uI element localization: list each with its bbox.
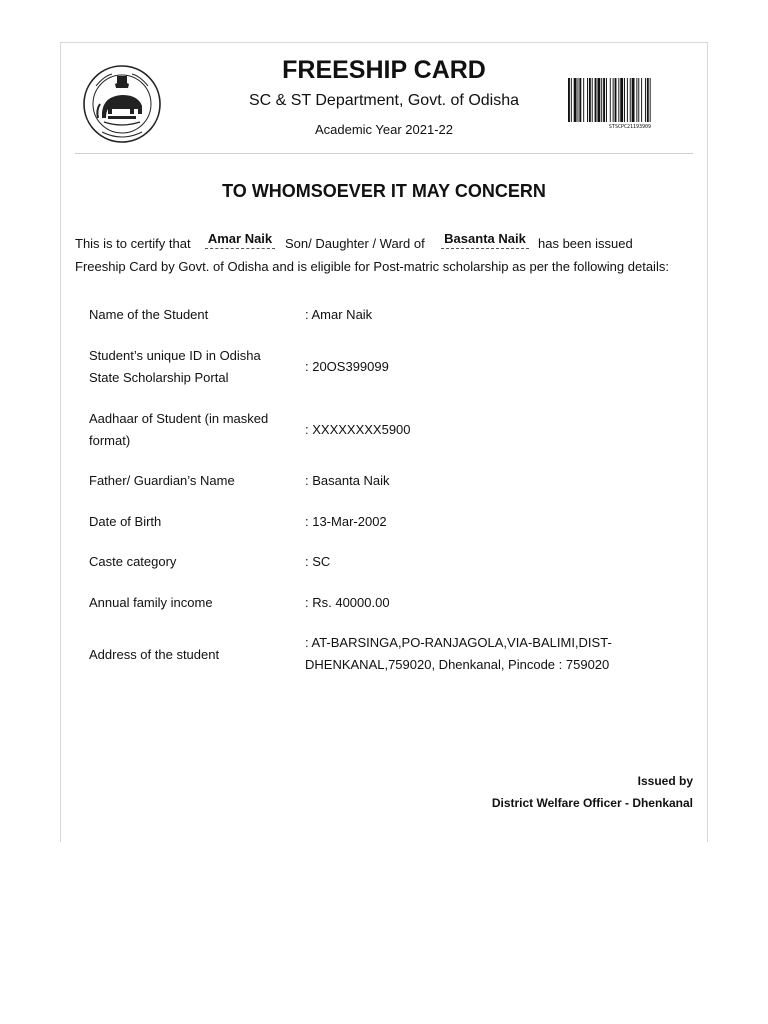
barcode-bar bbox=[571, 78, 572, 122]
barcode-bar bbox=[641, 78, 642, 122]
barcode-bar bbox=[638, 78, 639, 122]
barcode-bar bbox=[630, 78, 631, 122]
label-guardian-name: Father/ Guardian’s Name bbox=[89, 473, 235, 488]
value-unique-id: : 20OS399099 bbox=[305, 359, 389, 374]
barcode-bar bbox=[618, 78, 619, 122]
barcode-bar bbox=[632, 78, 635, 122]
barcode-bar bbox=[587, 78, 588, 122]
label-aadhaar-line1: Aadhaar of Student (in masked bbox=[89, 411, 269, 426]
student-name-underline bbox=[205, 248, 275, 249]
header-divider bbox=[75, 153, 693, 154]
barcode-bar bbox=[620, 78, 623, 122]
value-address-line2: DHENKANAL,759020, Dhenkanal, Pincode : 759020 bbox=[305, 657, 610, 672]
barcode-number: STSCPC21193909 bbox=[608, 124, 652, 130]
guardian-name-underline bbox=[441, 248, 529, 249]
value-dob: : 13-Mar-2002 bbox=[305, 514, 387, 529]
barcode-bar bbox=[606, 78, 607, 122]
cert-line-2: Freeship Card by Govt. of Odisha and is eligible for Post-matric scholarship as per the following details: bbox=[75, 259, 669, 274]
issuing-officer: District Welfare Officer - Dhenkanal bbox=[491, 796, 693, 810]
label-unique-id-line2: State Scholarship Portal bbox=[89, 370, 229, 385]
department-name: SC & ST Department, Govt. of Odisha bbox=[248, 92, 520, 109]
barcode-bar bbox=[589, 78, 591, 122]
label-student-name: Name of the Student bbox=[89, 307, 209, 322]
cert-intro: This is to certify that bbox=[75, 236, 191, 251]
barcode-bar bbox=[603, 78, 605, 122]
issued-by-label: Issued by bbox=[637, 774, 693, 788]
label-caste: Caste category bbox=[89, 554, 177, 569]
barcode-bar bbox=[615, 78, 617, 122]
cert-student-name: Amar Naik bbox=[207, 231, 273, 246]
cert-guardian-name: Basanta Naik bbox=[444, 231, 526, 246]
barcode-icon bbox=[568, 78, 692, 126]
value-address-line1: : AT-BARSINGA,PO-RANJAGOLA,VIA-BALIMI,DIST- bbox=[305, 635, 612, 650]
concern-heading: TO WHOMSOEVER IT MAY CONCERN bbox=[222, 181, 546, 201]
label-unique-id-line1: Student’s unique ID in Odisha bbox=[89, 348, 261, 363]
label-dob: Date of Birth bbox=[89, 514, 162, 529]
barcode-bar bbox=[650, 78, 651, 122]
barcode-bar bbox=[595, 78, 597, 122]
value-income: : Rs. 40000.00 bbox=[305, 595, 390, 610]
cert-issued: has been issued bbox=[538, 236, 633, 251]
card-title: FREESHIP CARD bbox=[282, 56, 486, 84]
barcode-bar bbox=[601, 78, 602, 122]
academic-year: Academic Year 2021-22 bbox=[314, 122, 454, 137]
barcode-bar bbox=[568, 78, 570, 122]
barcode-bar bbox=[624, 78, 625, 122]
value-student-name: : Amar Naik bbox=[305, 307, 373, 322]
label-address: Address of the student bbox=[89, 647, 220, 662]
barcode-bar bbox=[574, 78, 577, 122]
barcode-bar bbox=[645, 78, 646, 122]
value-caste: : SC bbox=[305, 554, 331, 569]
value-aadhaar: : XXXXXXXX5900 bbox=[305, 422, 411, 437]
barcode-bar bbox=[627, 78, 628, 122]
barcode-bar bbox=[592, 78, 593, 122]
freeship-card bbox=[60, 42, 708, 842]
barcode-bar bbox=[578, 78, 579, 122]
barcode-bar bbox=[597, 78, 600, 122]
barcode-bar bbox=[610, 78, 611, 122]
label-aadhaar-line2: format) bbox=[89, 433, 131, 448]
barcode-bar bbox=[579, 78, 581, 122]
barcode-bar bbox=[647, 78, 649, 122]
label-income: Annual family income bbox=[89, 595, 213, 610]
cert-relation: Son/ Daughter / Ward of bbox=[285, 236, 425, 251]
value-guardian-name: : Basanta Naik bbox=[305, 473, 390, 488]
barcode-bar bbox=[613, 78, 614, 122]
barcode-bar bbox=[583, 78, 584, 122]
barcode-bar bbox=[636, 78, 637, 122]
